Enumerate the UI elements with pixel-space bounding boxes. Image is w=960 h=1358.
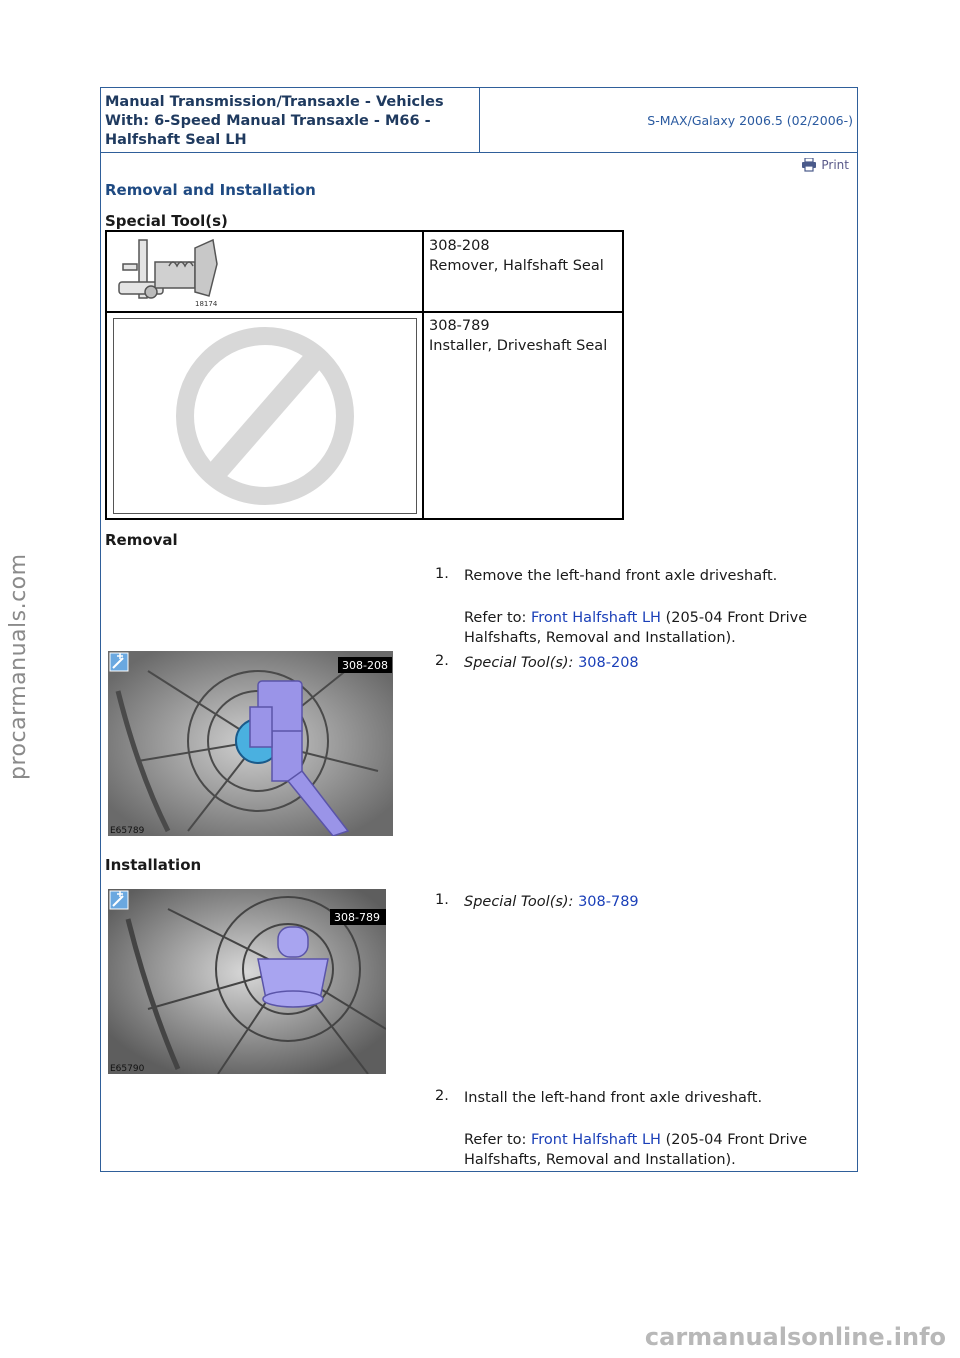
step-text: Remove the left-hand front axle driveshaft. xyxy=(464,568,778,584)
tool-308-789-link[interactable]: 308-789 xyxy=(578,894,639,910)
step-number: 1. xyxy=(435,892,449,908)
removal-heading: Removal xyxy=(105,531,178,549)
model-label: S-MAX/Galaxy 2006.5 (02/2006-) xyxy=(647,113,853,128)
refer-to-text: Refer to: Front Halfshaft LH (205-04 Front Drive Halfshafts, Removal and Installation). xyxy=(464,610,808,646)
refer-to-text: Refer to: Front Halfshaft LH (205-04 Front Drive Halfshafts, Removal and Installation). xyxy=(464,1132,808,1168)
page-title: Manual Transmission/Transaxle - Vehicles With: 6-Speed Manual Transaxle - M66 - Halfshaft Seal LH xyxy=(105,94,444,148)
special-tools-heading: Special Tool(s) xyxy=(105,212,228,230)
front-halfshaft-link[interactable]: Front Halfshaft LH xyxy=(531,610,661,626)
section-title: Removal and Installation xyxy=(105,181,316,199)
figure-id: E65789 xyxy=(110,826,145,836)
header-row xyxy=(101,88,857,153)
zoom-icon xyxy=(110,891,128,909)
figure-id: E65790 xyxy=(110,1064,145,1074)
tool-fig-label: 18174 xyxy=(195,300,218,308)
tool-code: 308-789 xyxy=(429,318,490,334)
header-divider xyxy=(479,88,480,152)
step-number: 2. xyxy=(435,653,449,669)
removal-figure[interactable] xyxy=(108,651,393,836)
document-frame xyxy=(100,87,858,1172)
tool-308-208-figure xyxy=(109,234,419,310)
front-halfshaft-link[interactable]: Front Halfshaft LH xyxy=(531,1132,661,1148)
table-divider xyxy=(422,232,424,518)
figure-tag: 308-789 xyxy=(334,911,380,924)
side-watermark: procarmanuals.com xyxy=(6,553,31,780)
tool-name: Remover, Halfshaft Seal xyxy=(429,258,604,274)
step-number: 2. xyxy=(435,1088,449,1104)
zoom-icon xyxy=(110,653,128,671)
print-label: Print xyxy=(821,158,849,172)
tool-308-208-link[interactable]: 308-208 xyxy=(578,655,639,671)
print-button[interactable] xyxy=(801,158,849,172)
step-text: Install the left-hand front axle driveshaft. xyxy=(464,1090,763,1106)
installation-heading: Installation xyxy=(105,856,202,874)
special-tools-line: Special Tool(s): 308-208 xyxy=(464,655,639,671)
tool-code: 308-208 xyxy=(429,238,490,254)
special-tools-table xyxy=(105,230,624,520)
installation-figure[interactable] xyxy=(108,889,386,1074)
tool-308-789-placeholder xyxy=(113,318,417,514)
step-number: 1. xyxy=(435,566,449,582)
figure-tag: 308-208 xyxy=(342,659,388,672)
tool-name: Installer, Driveshaft Seal xyxy=(429,338,608,354)
table-divider xyxy=(107,311,622,313)
bottom-watermark: carmanualsonline.info xyxy=(644,1323,946,1351)
printer-icon xyxy=(801,158,817,172)
special-tools-line: Special Tool(s): 308-789 xyxy=(464,894,639,910)
